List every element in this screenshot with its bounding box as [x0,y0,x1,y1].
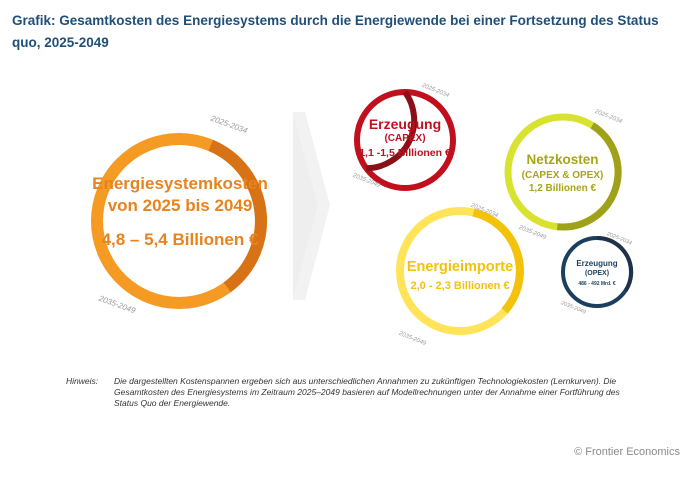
erzeugung-capex-value: 1,1 -1,5 Billionen € [359,147,451,159]
energieimporte-value: 2,0 - 2,3 Billionen € [410,280,510,292]
netzkosten-period-b: 2035-2049 [517,224,547,242]
erzeugung-opex-period-b: 2035-2049 [559,300,587,316]
main-circle-title [80,173,280,217]
main-circle-title-line2: von 2025 bis 2049 [107,196,253,215]
erzeugung-capex-period-a: 2025-2034 [420,82,450,100]
energieimporte-period-a: 2025-2034 [469,202,499,220]
main-period-a: 2025-2034 [209,113,249,136]
main-circle-value: 4,8 – 5,4 Billionen € [101,230,259,249]
page-title: Grafik: Gesamtkosten des Energiesystems durch die Energiewende bei einer Fortsetzung des Status quo, 2025-2049 [12,13,659,50]
erzeugung-opex-title: Erzeugung [576,259,618,268]
erzeugung-capex-title: Erzeugung [368,116,442,132]
energieimporte-period-b: 2035-2049 [397,330,427,348]
netzkosten-title: Netzkosten [526,152,599,167]
note-label: Hinweis: [66,376,99,386]
netzkosten-subtitle: (CAPEX & OPEX) [521,170,604,181]
energieimporte-title: Energieimporte [406,259,514,275]
erzeugung-opex-subtitle: (OPEX) [584,270,610,277]
main-circle-title-line1: Energiesystemkosten [92,174,268,193]
note-text: Die dargestellten Kostenspannen ergeben sich aus unterschiedlichen Annahmen zu zukünftigen Technologiekosten (Lernkurven). Die Gesamtkosten des Energiesystems im Zeitraum 2025–2049 basieren auf Modellrechnungen unter der Annahme einer Fortführung des Status Quo der Energiewende. [114,376,620,408]
erzeugung-opex-value: 486 - 492 Mrd. € [578,281,616,287]
netzkosten-period-a: 2025-2034 [593,108,623,126]
erzeugung-capex-subtitle: (CAPEX) [384,133,426,144]
copyright: © Frontier Economics [574,446,680,458]
netzkosten-value: 1,2 Billionen € [528,183,597,194]
erzeugung-capex-period-b: 2035-2049 [351,172,381,190]
erzeugung-opex-period-a: 2025-2034 [605,231,633,247]
main-period-b: 2035-2049 [97,293,137,316]
